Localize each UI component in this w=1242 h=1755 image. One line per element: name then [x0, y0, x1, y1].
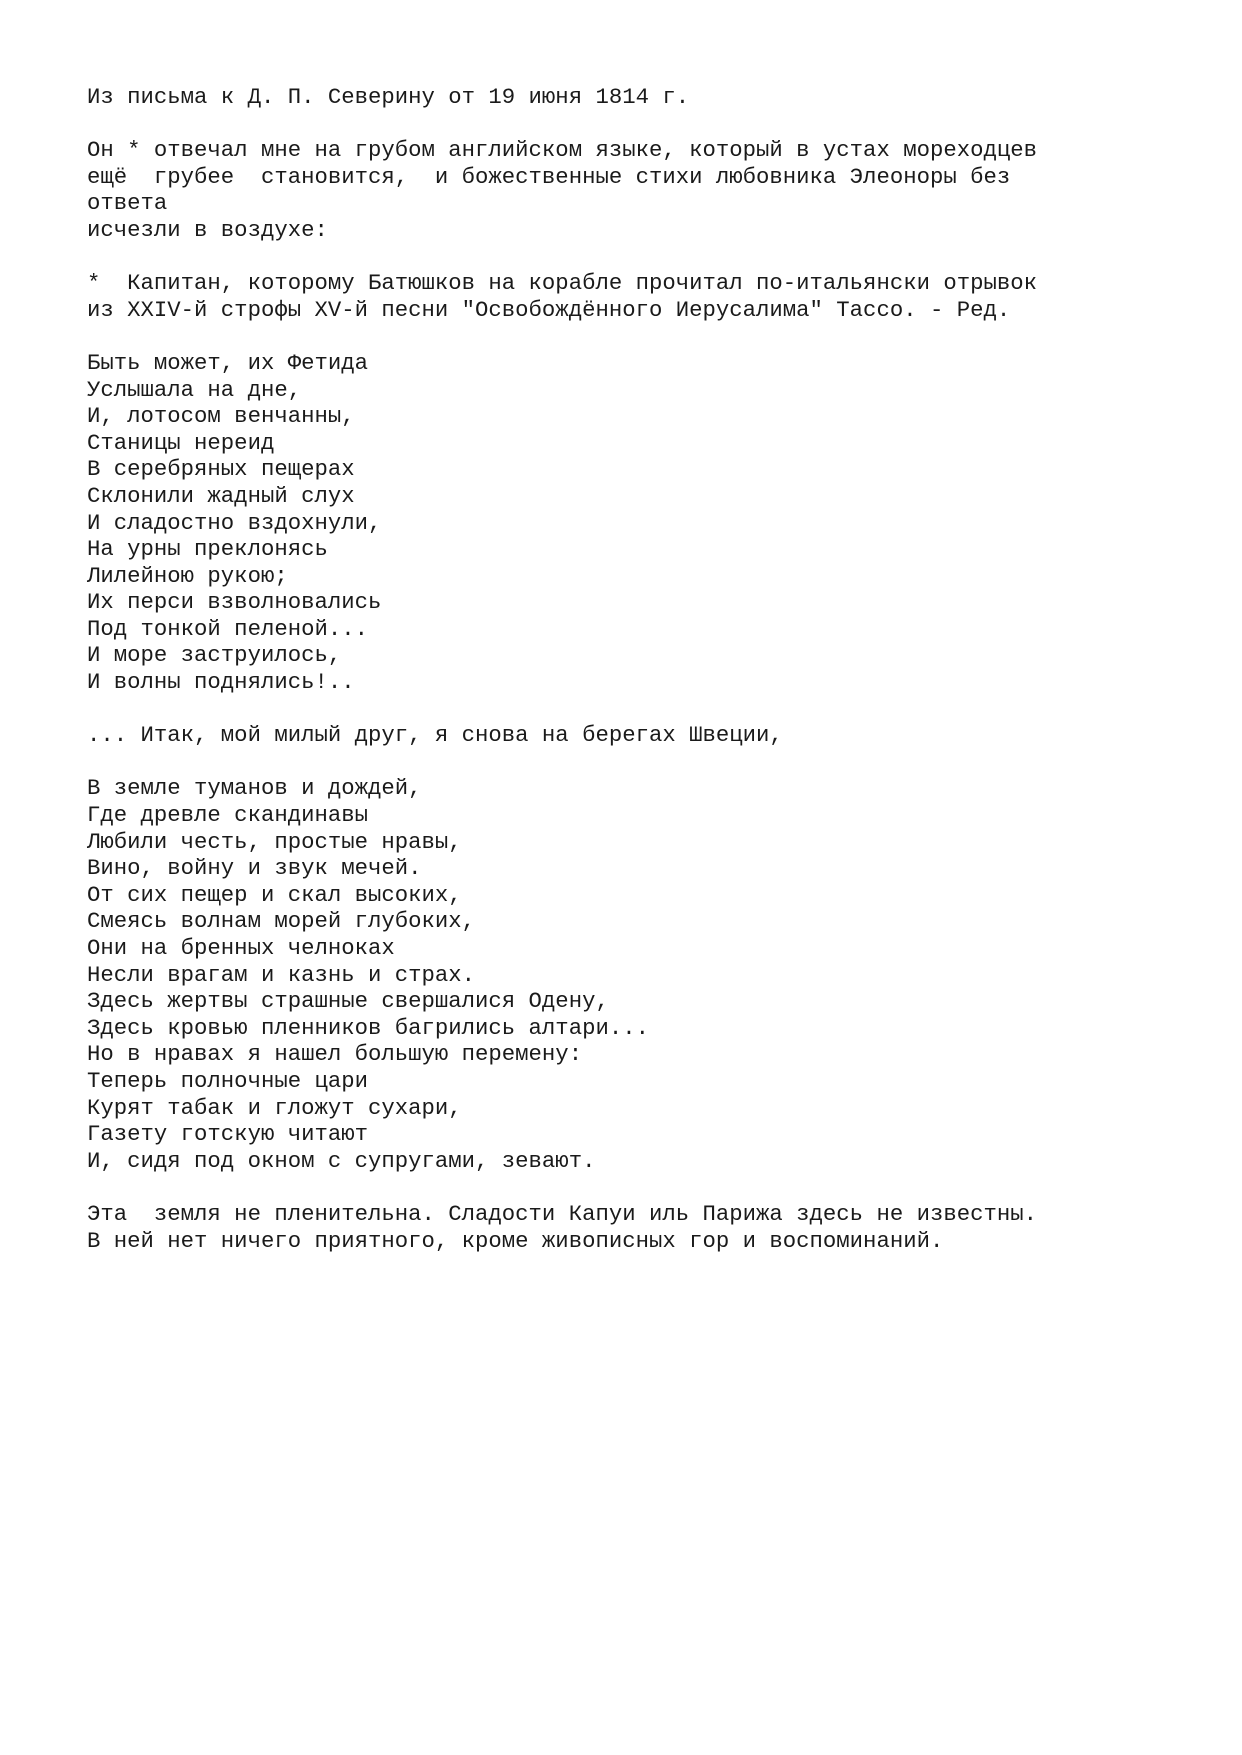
spacer [87, 749, 1207, 776]
poem-line: И, сидя под окном с супругами, зевают. [87, 1147, 596, 1174]
poem-line: Здесь кровью пленников багрились алтари... [87, 1014, 649, 1041]
poem-line: Быть может, их Фетида [87, 349, 368, 376]
spacer [87, 1174, 1207, 1201]
poem-line: Курят табак и гложут сухари, [87, 1094, 462, 1121]
poem-line: И, лотосом венчанны, [87, 403, 355, 430]
document-page [87, 84, 1207, 1254]
poem-line: В серебряных пещерах [87, 456, 355, 483]
poem-line: Любили честь, простые нравы, [87, 828, 462, 855]
footnote-line: * Капитан, которому Батюшков на корабле прочитал по-итальянски отрывок [87, 270, 1038, 297]
poem-line: Услышала на дне, [87, 376, 302, 403]
poem-line: Их перси взволновались [87, 589, 382, 616]
poem-stanza-1 [87, 350, 1207, 696]
footnote-line: из XXIV-й строфы XV-й песни "Освобождённого Иерусалима" Тассо. - Ред. [87, 296, 1011, 323]
spacer [87, 696, 1207, 723]
spacer [87, 244, 1207, 271]
poem-line: От сих пещер и скал высоких, [87, 881, 462, 908]
poem-line: Вино, войну и звук мечей. [87, 855, 422, 882]
intro-paragraph [87, 137, 1207, 243]
closing-paragraph [87, 1201, 1207, 1254]
closing-line: Эта земля не пленительна. Сладости Капуи иль Парижа здесь не известны. [87, 1200, 1038, 1227]
poem-line: Лилейною рукою; [87, 562, 288, 589]
poem-line: Склонили жадный слух [87, 482, 355, 509]
poem-stanza-2 [87, 775, 1207, 1174]
intro-line: Он * отвечал мне на грубом английском языке, который в устах мореходцев [87, 137, 1038, 164]
poem-line: В земле туманов и дождей, [87, 775, 422, 802]
poem-line: Несли врагам и казнь и страх. [87, 961, 476, 988]
intro-line: ещё грубее становится, и божественные стихи любовника Элеоноры без [87, 163, 1011, 190]
poem-line: Где древле скандинавы [87, 802, 368, 829]
poem-line: Газету готскую читают [87, 1121, 368, 1148]
poem-line: И волны поднялись!.. [87, 669, 355, 696]
spacer [87, 111, 1207, 138]
poem-line: Они на бренных челноках [87, 935, 395, 961]
spacer [87, 323, 1207, 350]
poem-line: Под тонкой пеленой... [87, 615, 368, 642]
closing-line: В ней нет ничего приятного, кроме живописных гор и воспоминаний. [87, 1227, 944, 1254]
poem-line: Смеясь волнам морей глубоких, [87, 908, 476, 935]
footnote [87, 270, 1207, 323]
poem-line: На урны преклонясь [87, 536, 328, 563]
transition-line: ... Итак, мой милый друг, я снова на берегах Швеции, [87, 722, 783, 749]
poem-line: Но в нравах я нашел большую перемену: [87, 1041, 583, 1068]
poem-line: И сладостно вздохнули, [87, 509, 382, 536]
poem-line: Станицы нереид [87, 429, 275, 456]
intro-line: исчезли в воздухе: [87, 216, 328, 243]
document-heading: Из письма к Д. П. Северину от 19 июня 1814 г. [87, 84, 690, 110]
intro-line: ответа [87, 190, 168, 217]
poem-line: И море заструилось, [87, 642, 342, 669]
poem-line: Здесь жертвы страшные свершалися Одену, [87, 988, 609, 1015]
poem-line: Теперь полночные цари [87, 1067, 368, 1094]
